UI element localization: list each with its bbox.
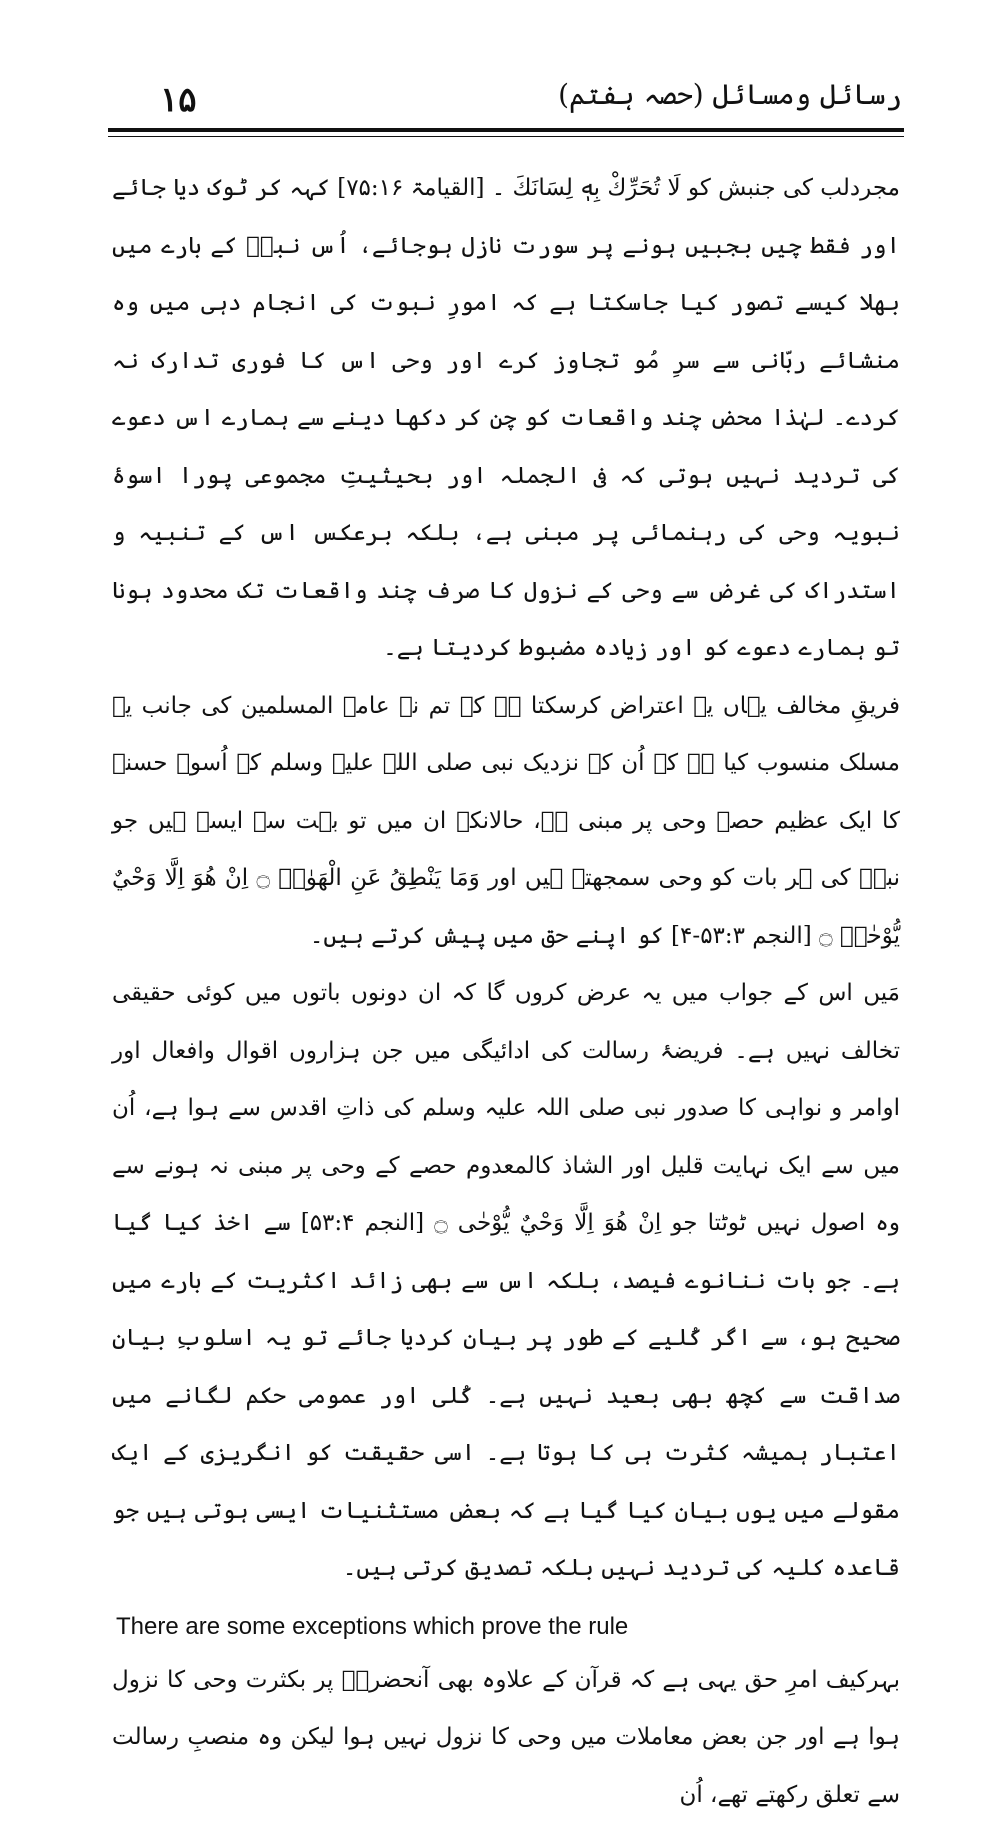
page-header [112, 72, 902, 124]
body-text [112, 160, 900, 1824]
paragraph-2: فریقِ مخالف یہاں یہ اعتراض کرسکتا ہے کہ تم نے عامۃ المسلمین کی جانب یہ مسلک منسوب کیا ہے کہ اُن کے نزدیک نبی صلی اللہ علیہ وسلم کے اُسوۂ حسنہ کا ایک عظیم حصہ وحی پر مبنی ہے، حالانکہ ان میں تو بہت سے ایسے ہیں جو نبیؐ کی ہر بات کو وحی سمجھتے ہیں اور وَمَا يَنْطِقُ عَنِ الْهَوٰىۗ ۝ اِنْ هُوَ اِلَّا وَحْيٌ يُّوْحٰىۙ ۝ [النجم ۵۳:۳-۴] کو اپنے حق میں پیش کرتے ہیں۔ [112, 678, 900, 966]
paragraph-1: مجردلب کی جنبش کو لَا تُحَرِّكْ بِهٖ لِسَانَكَ ۔ [القیامۃ ۷۵:۱۶] کہہ کر ٹوک دیا جائے اور فقط چیں بجبیں ہونے پر سورت نازل ہوجائے، اُس نبیؐ کے بارے میں بھلا کیسے تصور کیا جاسکتا ہے کہ امورِ نبوت کی انجام دہی میں وہ منشائے ربّانی سے سرِ مُو تجاوز کرے اور وحی اس کا فوری تدارک نہ کردے۔ لہٰذا محض چند واقعات کو چن کر دکھا دینے سے ہمارے اس دعوے کی تردید نہیں ہوتی کہ فی الجملہ اور بحیثیتِ مجموعی پورا اسوۂ نبویہ وحی کی رہنمائی پر مبنی ہے، بلکہ برعکس اس کے تنبیہ و استدراک کی غرض سے وحی کے نزول کا صرف چند واقعات تک محدود ہونا تو ہمارے دعوے کو اور زیادہ مضبوط کردیتا ہے۔ [112, 160, 900, 678]
header-rule-thin [108, 136, 904, 137]
paragraph-4: بہرکیف امرِ حق یہی ہے کہ قرآن کے علاوہ بھی آنحضرتؐ پر بکثرت وحی کا نزول ہوا ہے اور جن بعض معاملات میں وحی کا نزول نہیں ہوا لیکن وہ منصبِ رسالت سے تعلق رکھتے تھے، اُن [112, 1652, 900, 1824]
english-quote: There are some exceptions which prove the rule [116, 1602, 900, 1652]
page-number: ۱۵ [160, 80, 197, 120]
running-title: رسائل ومسائل (حصہ ہفتم) [558, 78, 902, 111]
header-rule-thick [108, 128, 904, 132]
paragraph-3: مَیں اس کے جواب میں یہ عرض کروں گا کہ ان دونوں باتوں میں کوئی حقیقی تخالف نہیں ہے۔ فریضۂ رسالت کی ادائیگی میں جن ہزاروں اقوال وافعال اور اوامر و نواہی کا صدور نبی صلی اللہ علیہ وسلم کی ذاتِ اقدس سے ہوا ہے، اُن میں سے ایک نہایت قلیل اور الشاذ کالمعدوم حصے کے وحی پر مبنی نہ ہونے سے وہ اصول نہیں ٹوٹتا جو اِنْ هُوَ اِلَّا وَحْيٌ يُّوْحٰى ۝ [النجم ۵۳:۴] سے اخذ کیا گیا ہے۔ جو بات ننانوے فیصد، بلکہ اس سے بھی زائد اکثریت کے بارے میں صحیح ہو، سے اگر کُلیے کے طور پر بیان کردیا جائے تو یہ اسلوبِ بیان صداقت سے کچھ بھی بعید نہیں ہے۔ کُلی اور عمومی حکم لگانے میں اعتبار ہمیشہ کثرت ہی کا ہوتا ہے۔ اسی حقیقت کو انگریزی کے ایک مقولے میں یوں بیان کیا گیا ہے کہ بعض مستثنیات ایسی ہوتی ہیں جو قاعدہ کلیہ کی تردید نہیں بلکہ تصدیق کرتی ہیں۔ [112, 965, 900, 1598]
